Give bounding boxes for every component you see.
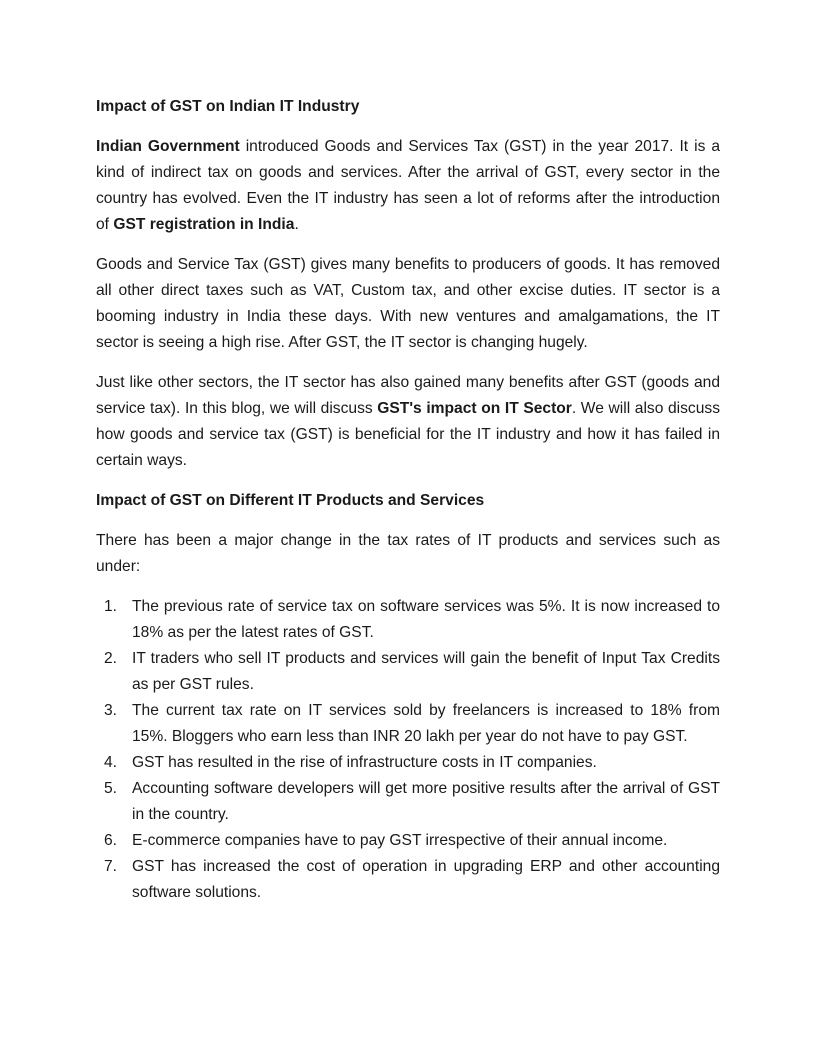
list-item-number: 2. [104, 650, 118, 667]
intro-text-a: introduced Goods and Services Tax (GST) in the year 2017. It is a kind of indirect tax on goods and services. After the arrival of GST, every sector in the country has evolved. Even the IT industry has seen a lot of reforms after the introduction of [96, 138, 720, 233]
list-item [96, 750, 720, 776]
list-item-text: The current tax rate on IT services sold by freelancers is increased to 18% from 15%. Bloggers who earn less than INR 20 lakh per year do not have to pay GST. [132, 702, 720, 745]
list-item-number: 6. [104, 832, 118, 849]
gst-registration-link[interactable]: GST registration in India [113, 216, 295, 233]
intro-text-b: . [294, 216, 299, 233]
list-item-text: IT traders who sell IT products and services will gain the benefit of Input Tax Credits as per GST rules. [132, 650, 720, 693]
list-item [96, 646, 720, 698]
list-item-text: The previous rate of service tax on software services was 5%. It is now increased to 18% as per the latest rates of GST. [132, 598, 720, 641]
list-item-number: 7. [104, 858, 118, 875]
tax-change-paragraph: There has been a major change in the tax rates of IT products and services such as under: [96, 532, 720, 575]
intro-bold-lead: Indian Government [96, 138, 240, 155]
list-item-number: 1. [104, 598, 118, 615]
document-page [96, 94, 720, 906]
intro-paragraph [96, 134, 720, 238]
list-item [96, 776, 720, 828]
list-item-number: 3. [104, 702, 118, 719]
impact-list [96, 594, 720, 906]
gst-impact-link[interactable]: GST's impact on IT Sector [377, 400, 572, 417]
para3-text-b: . We will also discuss how goods and service tax (GST) is beneficial for the IT industry and how it has failed in certain ways. [96, 400, 720, 469]
para3-text-a: Just like other sectors, the IT sector has also gained many benefits after GST (goods and service tax). In this blog, we will discuss [96, 374, 720, 417]
list-item [96, 828, 720, 854]
list-item-text: E-commerce companies have to pay GST irrespective of their annual income. [132, 832, 668, 849]
list-item [96, 854, 720, 906]
benefits-paragraph: Goods and Service Tax (GST) gives many benefits to producers of goods. It has removed all other direct taxes such as VAT, Custom tax, and other excise duties. IT sector is a booming industry in India these days. With new ventures and amalgamations, the IT sector is seeing a high rise. After GST, the IT sector is changing hugely. [96, 256, 720, 351]
list-item-text: GST has resulted in the rise of infrastructure costs in IT companies. [132, 754, 597, 771]
list-item [96, 594, 720, 646]
list-item-text: GST has increased the cost of operation in upgrading ERP and other accounting software solutions. [132, 858, 720, 901]
blog-intro-paragraph [96, 370, 720, 474]
document-title: Impact of GST on Indian IT Industry [96, 98, 360, 115]
list-item-number: 5. [104, 780, 118, 797]
section-heading: Impact of GST on Different IT Products and Services [96, 492, 485, 509]
list-item-text: Accounting software developers will get more positive results after the arrival of GST in the country. [132, 780, 720, 823]
list-item [96, 698, 720, 750]
list-item-number: 4. [104, 754, 118, 771]
